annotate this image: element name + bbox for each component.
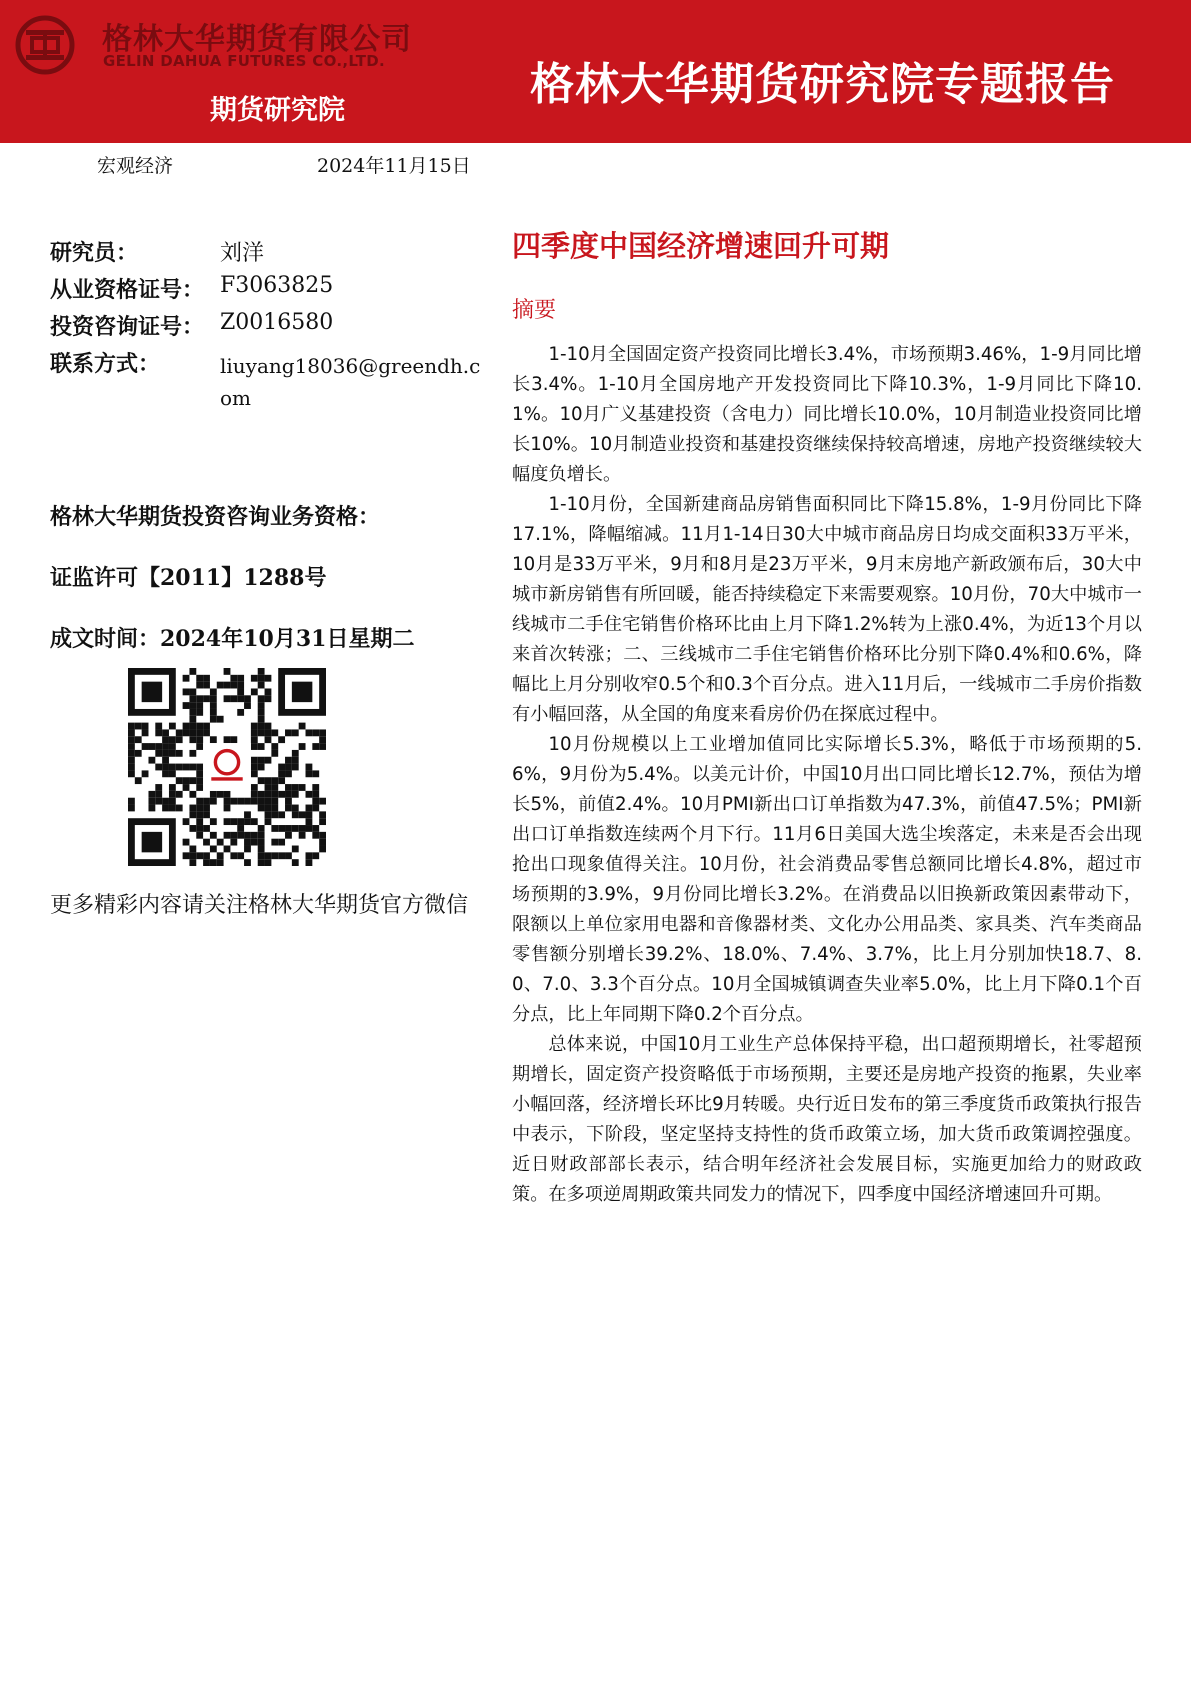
contact-email[interactable]: liuyang18036@greendh.com — [220, 354, 481, 410]
qualification-title: 格林大华期货投资咨询业务资格： — [50, 504, 381, 530]
abstract-paragraph: 1-10月全国固定资产投资同比增长3.4%，市场预期3.46%，1-9月同比增长3.4%。1-10月全国房地产开发投资同比下降10.3%，1-9月同比下降10.1%。10月广义基建投资（含电力）同比增长10.0%，10月制造业投资同比增长10%。10月制造业投资和基建投资继续保持较高增速，房地产投资继续较大幅度负增长。 — [512, 344, 1142, 485]
company-name-en: GELIN DAHUA FUTURES CO.,LTD. — [103, 52, 385, 70]
report-type-title: 格林大华期货研究院专题报告 — [530, 59, 1115, 110]
follow-wechat-text: 更多精彩内容请关注格林大华期货官方微信 — [50, 893, 469, 918]
written-time: 成文时间：2024年10月31日星期二 — [50, 626, 415, 652]
article-title: 四季度中国经济增速回升可期 — [512, 229, 890, 263]
company-name-cn: 格林大华期货有限公司 — [102, 22, 412, 57]
researcher-name: 刘洋 — [220, 241, 265, 266]
abstract-heading: 摘要 — [512, 298, 557, 323]
license-number: 证监许可【2011】1288号 — [50, 565, 327, 591]
abstract-paragraph: 1-10月份，全国新建商品房销售面积同比下降15.8%，1-9月份同比下降17.1%，降幅缩减。11月1-14日30大中城市商品房日均成交面积33万平米，10月是33万平米，9月和8月是23万平米，9月末房地产新政颁布后，30大中城市新房销售有所回暖，能否持续稳定下来需要观察。10月份，70大中城市一线城市二手住宅销售价格环比由上月下降1.2%转为上涨0.4%，为近13个月以来首次转涨；二、三线城市二手住宅销售价格环比分别下降0.4%和0.6%，降幅比上月分别收窄0.5个和0.3个百分点。进入11月后，一线城市二手房价指数有小幅回落，从全国的角度来看房价仍在探底过程中。 — [512, 494, 1142, 725]
report-category: 宏观经济 — [97, 155, 174, 177]
researcher-label: 研究员： — [50, 240, 139, 266]
consult-value: Z0016580 — [220, 310, 334, 335]
company-logo-icon — [10, 14, 80, 76]
report-date: 2024年11月15日 — [317, 155, 471, 177]
report-header — [0, 0, 1191, 143]
consult-row — [50, 310, 334, 341]
abstract-paragraph: 10月份规模以上工业增加值同比实际增长5.3%，略低于市场预期的5.6%，9月份为5.4%。以美元计价，中国10月出口同比增长12.7%，预估为增长5%，前值2.4%。10月PMI新出口订单指数为47.3%，前值47.5%；PMI新出口订单指数连续两个月下行。11月6日美国大选尘埃落定，未来是否会出现抢出口现象值得关注。10月份，社会消费品零售总额同比增长4.8%，超过市场预期的3.9%，9月份同比增长3.2%。在消费品以旧换新政策因素带动下，限额以上单位家用电器和音像器材类、文化办公用品类、家具类、汽车类商品零售额分别增长39.2%、18.0%、7.4%、3.7%，比上月分别加快18.7、8.0、7.0、3.3个百分点。10月全国城镇调查失业率5.0%，比上月下降0.1个百分点，比上年同期下降0.2个百分点。 — [512, 734, 1142, 1025]
researcher-row — [50, 236, 265, 267]
contact-label: 联系方式： — [50, 351, 161, 377]
cert-label: 从业资格证号： — [50, 277, 205, 303]
cert-value: F3063825 — [220, 273, 334, 298]
department-name: 期货研究院 — [210, 95, 345, 126]
contact-row — [50, 347, 160, 378]
abstract-body — [512, 340, 1142, 1210]
consult-label: 投资咨询证号： — [50, 314, 205, 340]
cert-row — [50, 273, 334, 304]
wechat-qr-code-icon — [128, 668, 326, 866]
article-column — [512, 224, 1142, 1210]
abstract-paragraph: 总体来说，中国10月工业生产总体保持平稳，出口超预期增长，社零超预期增长，固定资产投资略低于市场预期，主要还是房地产投资的拖累，失业率小幅回落，经济增长环比9月转暖。央行近日发布的第三季度货币政策执行报告中表示，下阶段，坚定坚持支持性的货币政策立场，加大货币政策调控强度。近日财政部部长表示，结合明年经济社会发展目标，实施更加给力的财政政策。在多项逆周期政策共同发力的情况下，四季度中国经济增速回升可期。 — [512, 1034, 1142, 1205]
